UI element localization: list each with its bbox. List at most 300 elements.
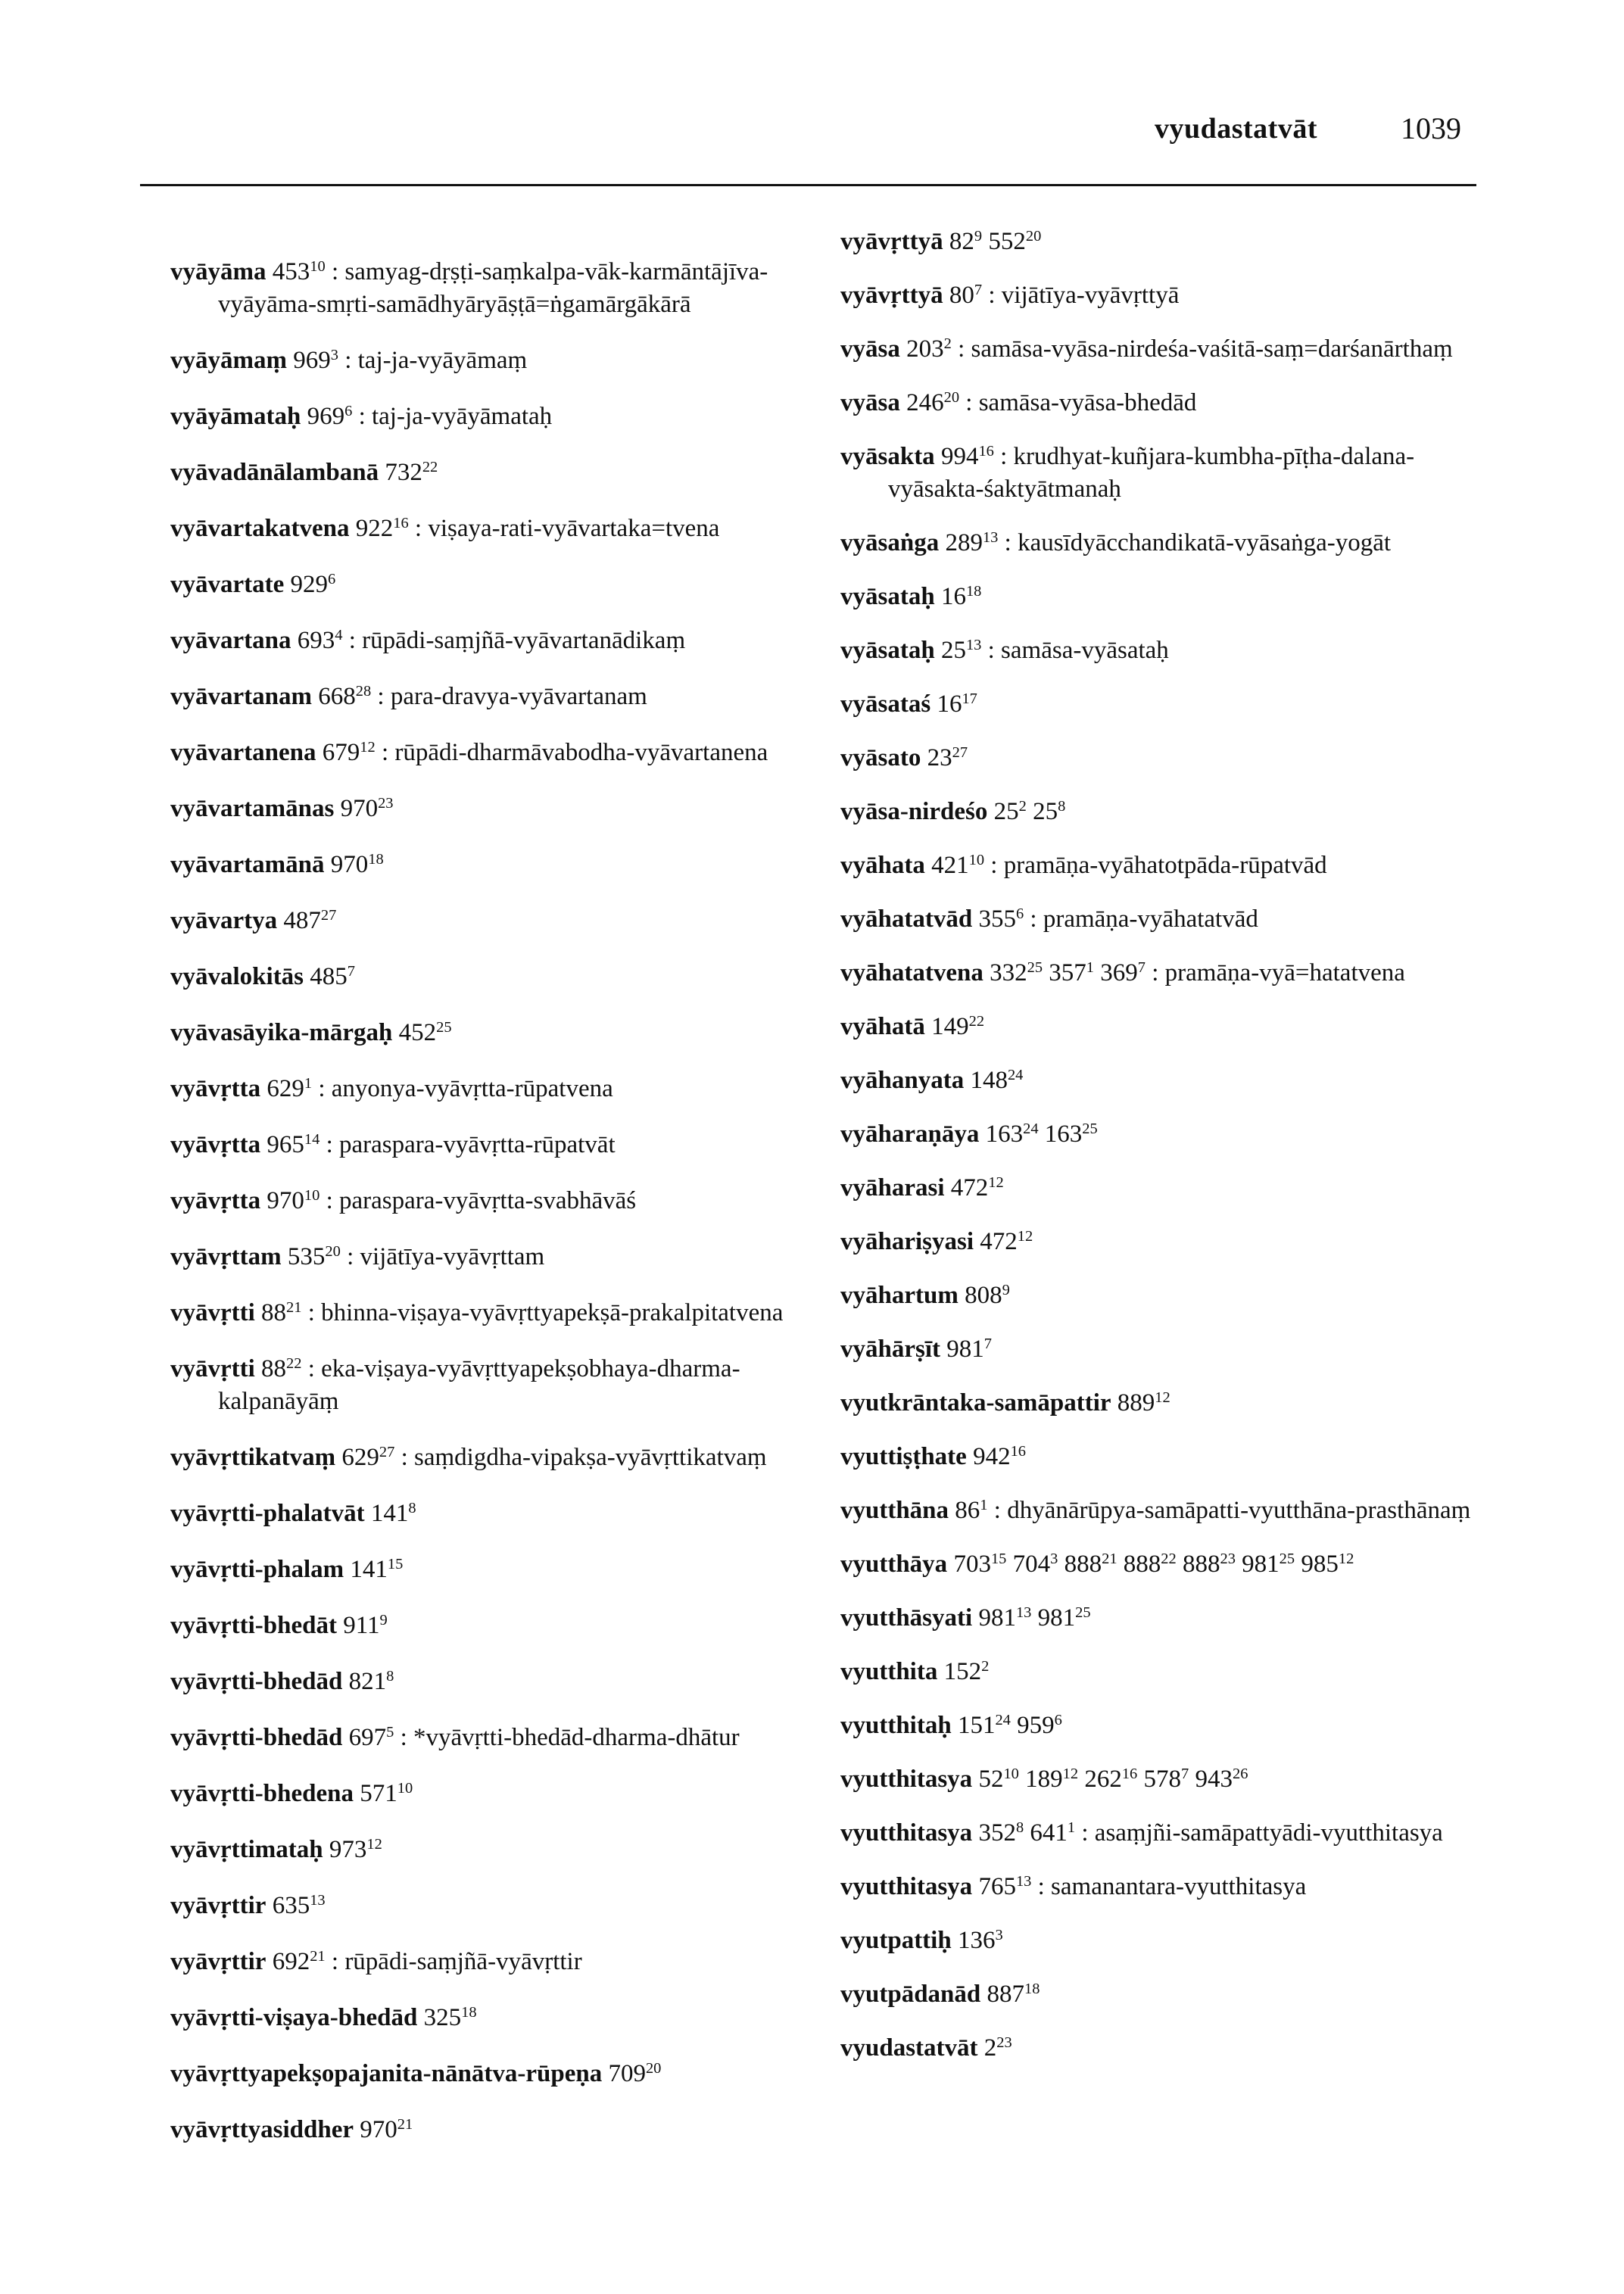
line-number-ref: 25	[1027, 958, 1043, 976]
page-reference	[955, 1497, 987, 1524]
entry-gloss: samanantara-vyutthitasya	[1051, 1873, 1307, 1900]
entry-headword: vyāvṛttyā	[840, 228, 943, 255]
page-number-ref: 148	[970, 1067, 1008, 1094]
line-number-ref: 7	[974, 281, 983, 298]
line-number-ref: 22	[968, 1012, 985, 1030]
page-reference	[307, 403, 353, 430]
page-reference	[350, 1556, 403, 1583]
index-entry	[840, 1064, 1492, 1097]
page-reference	[399, 1019, 452, 1046]
page-reference	[1301, 1551, 1354, 1578]
page-number-ref: 88	[261, 1355, 287, 1382]
index-entry	[840, 742, 1492, 775]
page-number-ref: 732	[385, 459, 422, 486]
gloss-separator: :	[998, 529, 1018, 556]
page-reference	[944, 1658, 990, 1685]
page-reference	[288, 1243, 341, 1270]
index-column-right	[840, 226, 1492, 2086]
entry-gloss: taj-ja-vyāyāmataḥ	[371, 403, 553, 430]
index-entry	[170, 1241, 821, 1273]
page-reference	[931, 1013, 984, 1040]
entry-headword: vyutthāsyati	[840, 1604, 973, 1632]
line-number-ref: 13	[1015, 1604, 1032, 1621]
page-reference	[310, 963, 355, 990]
index-entry	[170, 1610, 821, 1642]
entry-gloss: para-dravya-vyāvartanam	[390, 683, 647, 710]
index-entry	[840, 1279, 1492, 1312]
page-number-ref: 152	[943, 1658, 982, 1685]
entry-headword: vyāsataḥ	[840, 637, 935, 664]
line-number-ref: 25	[1075, 1604, 1091, 1621]
page-number-ref: 421	[931, 852, 969, 879]
entry-headword: vyāvṛttir	[170, 1948, 267, 1975]
page-reference	[953, 1551, 1006, 1578]
page-reference	[937, 690, 977, 718]
gloss-separator: :	[320, 1187, 339, 1214]
page-reference	[978, 1819, 1024, 1847]
index-entry	[840, 1226, 1492, 1258]
page-reference	[973, 1443, 1026, 1470]
page-number-ref: 52	[978, 1766, 1004, 1793]
line-number-ref: 13	[982, 528, 999, 546]
line-number-ref: 12	[1062, 1765, 1079, 1782]
entry-gloss: paraspara-vyāvṛtta-svabhāvāś	[339, 1187, 637, 1214]
line-number-ref: 18	[461, 2003, 477, 2021]
entry-headword: vyutpādanād	[840, 1981, 981, 2008]
index-entry	[840, 957, 1492, 990]
entry-gloss: rūpādi-dharmāvabodha-vyāvartanena	[394, 739, 768, 766]
page-reference	[949, 282, 982, 309]
running-head: vyudastatvāt	[1154, 113, 1317, 145]
line-number-ref: 10	[397, 1779, 413, 1797]
index-entry	[170, 1442, 821, 1474]
page-number-ref: 141	[350, 1556, 388, 1583]
entry-gloss: pramāṇa-vyāhatotpāda-rūpatvād	[1003, 852, 1327, 879]
page-reference	[341, 795, 394, 822]
page-number-ref: 981	[946, 1336, 984, 1363]
line-number-ref: 27	[320, 906, 337, 924]
line-number-ref: 5	[386, 1723, 394, 1741]
index-entry	[170, 1185, 821, 1217]
page-reference	[329, 1836, 382, 1863]
page-number-ref: 355	[978, 905, 1016, 933]
page-number-ref: 629	[267, 1075, 304, 1102]
page-reference	[1025, 1766, 1078, 1793]
index-entry	[840, 1925, 1492, 1957]
entry-headword: vyāvṛttyā	[840, 282, 943, 309]
page-reference	[267, 1131, 320, 1158]
page-number-ref: 929	[290, 571, 329, 598]
line-number-ref: 15	[387, 1555, 404, 1572]
entry-headword: vyāvṛtti	[170, 1299, 255, 1326]
entry-gloss: saṃdigdha-vipakṣa-vyāvṛttikatvaṃ	[414, 1444, 767, 1471]
entry-gloss: rūpādi-saṃjñā-vyāvartanādikaṃ	[362, 627, 686, 654]
index-entry	[840, 849, 1492, 882]
entry-headword: vyāsaṅga	[840, 529, 940, 556]
entry-gloss: eka-viṣaya-vyāvṛttyapekṣobhaya-dharma-kalpanāyāṃ	[218, 1355, 740, 1415]
page-number-ref: 472	[980, 1228, 1018, 1255]
page-reference	[1183, 1551, 1236, 1578]
line-number-ref: 26	[1232, 1765, 1248, 1782]
page-reference	[958, 1712, 1011, 1739]
page-number-ref: 23	[927, 744, 952, 771]
page-number-ref: 25	[993, 798, 1019, 825]
line-number-ref: 20	[645, 2059, 662, 2077]
index-entry	[170, 737, 821, 769]
line-number-ref: 1	[304, 1074, 313, 1092]
index-entry	[170, 344, 821, 377]
index-entry	[170, 1890, 821, 1922]
line-number-ref: 24	[995, 1711, 1011, 1728]
line-number-ref: 12	[1017, 1227, 1033, 1245]
page-number-ref: 141	[370, 1500, 409, 1527]
entry-headword: vyāvṛttyasiddher	[170, 2116, 354, 2143]
page-reference	[1117, 1389, 1170, 1417]
page-reference	[360, 2116, 413, 2143]
entry-headword: vyāvartate	[170, 571, 285, 598]
entry-headword: vyutpattiḥ	[840, 1927, 952, 1954]
line-number-ref: 24	[1023, 1120, 1039, 1137]
gloss-separator: :	[338, 347, 358, 374]
entry-headword: vyāsataś	[840, 690, 931, 718]
page-number-ref: 203	[906, 335, 944, 363]
page-number-ref: 981	[978, 1604, 1016, 1632]
line-number-ref: 12	[360, 738, 376, 756]
index-entry	[840, 279, 1492, 312]
entry-headword: vyāhatatvena	[840, 959, 983, 986]
entry-headword: vyāhata	[840, 852, 925, 879]
gloss-separator: :	[1031, 1873, 1052, 1900]
line-number-ref: 20	[1025, 227, 1042, 245]
line-number-ref: 12	[1155, 1389, 1170, 1406]
page-number-ref: 578	[1143, 1766, 1181, 1793]
page-number-ref: 970	[340, 795, 379, 822]
entry-headword: vyutthitasya	[840, 1819, 973, 1847]
entry-gloss: vijātīya-vyāvṛttyā	[1001, 282, 1180, 309]
index-entry	[840, 1333, 1492, 1366]
entry-headword: vyāyāmataḥ	[170, 403, 301, 430]
page-number-ref: 922	[355, 515, 394, 542]
gloss-separator: :	[984, 852, 1004, 879]
gloss-separator: :	[981, 637, 1002, 664]
page-number-ref: 981	[1242, 1551, 1280, 1578]
page-reference	[978, 1604, 1031, 1632]
line-number-ref: 4	[335, 626, 343, 644]
page-reference	[931, 852, 984, 879]
entry-gloss: dhyānārūpya-samāpatti-vyutthāna-prasthānaṃ	[1007, 1497, 1471, 1524]
entry-headword: vyāsa	[840, 389, 900, 416]
index-entry	[840, 1548, 1492, 1581]
index-entry	[840, 1602, 1492, 1635]
line-number-ref: 16	[1010, 1442, 1027, 1460]
index-entry	[170, 401, 821, 433]
index-entry	[170, 457, 821, 489]
page-reference	[1064, 1551, 1117, 1578]
entry-gloss: asaṃjñi-samāpattyādi-vyutthitasya	[1094, 1819, 1443, 1847]
gloss-separator: :	[352, 403, 372, 430]
page-number-ref: 970	[330, 851, 369, 878]
index-entry	[170, 1017, 821, 1049]
line-number-ref: 22	[286, 1354, 302, 1372]
page-reference	[941, 637, 981, 664]
entry-headword: vyāhatatvād	[840, 905, 973, 933]
entry-headword: vyuttiṣṭhate	[840, 1443, 967, 1470]
entry-gloss: paraspara-vyāvṛtta-rūpatvāt	[339, 1131, 616, 1158]
page-reference	[927, 744, 968, 771]
gloss-separator: :	[325, 1948, 345, 1975]
page-number-ref: 959	[1017, 1712, 1055, 1739]
line-number-ref: 18	[1024, 1980, 1040, 1997]
gloss-separator: :	[312, 1075, 332, 1102]
page-number-ref: 887	[987, 1981, 1025, 2008]
page-number-ref: 352	[978, 1819, 1016, 1847]
page-number-ref: 289	[945, 529, 983, 556]
index-entry	[170, 1297, 821, 1329]
page-reference	[1242, 1551, 1295, 1578]
entry-headword: vyāvṛtti	[170, 1355, 255, 1382]
gloss-separator: :	[1075, 1819, 1095, 1847]
page-number-ref: 985	[1301, 1551, 1339, 1578]
line-number-ref: 10	[1003, 1765, 1019, 1782]
line-number-ref: 8	[1058, 797, 1066, 815]
page-reference	[906, 335, 952, 363]
line-number-ref: 3	[330, 346, 338, 363]
entry-headword: vyutthitasya	[840, 1873, 973, 1900]
entry-headword: vyāsakta	[840, 443, 935, 470]
page-number-ref: 703	[953, 1551, 991, 1578]
line-number-ref: 8	[1015, 1819, 1024, 1836]
line-number-ref: 16	[1121, 1765, 1138, 1782]
line-number-ref: 25	[436, 1018, 452, 1036]
page-reference	[1013, 1551, 1058, 1578]
index-entry	[840, 1118, 1492, 1151]
page-number-ref: 25	[940, 637, 966, 664]
page-reference	[1144, 1766, 1189, 1793]
entry-headword: vyāvartanena	[170, 739, 316, 766]
entry-headword: vyāhatā	[840, 1013, 925, 1040]
gloss-separator: :	[951, 335, 971, 363]
line-number-ref: 6	[328, 570, 336, 588]
entry-headword: vyāvṛttam	[170, 1243, 282, 1270]
page-number-ref: 969	[293, 347, 331, 374]
page-number-ref: 357	[1049, 959, 1086, 986]
entry-headword: vyāsato	[840, 744, 921, 771]
index-column-left	[170, 256, 821, 2170]
entry-headword: vyāyāma	[170, 258, 267, 285]
line-number-ref: 12	[366, 1835, 382, 1853]
index-entry	[840, 1441, 1492, 1473]
entry-headword: vyāvṛtti-bhedāt	[170, 1612, 337, 1639]
entry-headword: vyāhariṣyasi	[840, 1228, 974, 1255]
index-entry	[170, 793, 821, 825]
gloss-separator: :	[959, 389, 979, 416]
gloss-separator: :	[987, 1497, 1008, 1524]
index-entry	[840, 1656, 1492, 1688]
page-reference	[349, 1724, 394, 1751]
index-entry	[840, 1871, 1492, 1903]
index-entry	[170, 1834, 821, 1866]
page-header	[0, 98, 1476, 151]
line-number-ref: 25	[1082, 1120, 1098, 1137]
entry-headword: vyāvasāyika-mārgaḥ	[170, 1019, 393, 1046]
line-number-ref: 6	[344, 402, 353, 419]
page-reference	[945, 529, 998, 556]
line-number-ref: 1	[1086, 958, 1094, 976]
entry-headword: vyāvalokitās	[170, 963, 304, 990]
entry-headword: vyāvartakatvena	[170, 515, 350, 542]
page-number-ref: 635	[272, 1892, 310, 1919]
page-reference	[980, 1228, 1033, 1255]
page-reference	[283, 907, 336, 934]
index-entry	[170, 905, 821, 937]
page-number-ref: 965	[267, 1131, 304, 1158]
page-reference	[988, 228, 1041, 255]
entry-headword: vyāharaṇāya	[840, 1121, 980, 1148]
index-entry	[170, 1778, 821, 1810]
index-entry	[840, 1763, 1492, 1796]
line-number-ref: 13	[1015, 1872, 1032, 1890]
gloss-separator: :	[301, 1299, 322, 1326]
gloss-separator: :	[301, 1355, 322, 1382]
index-entry	[170, 2058, 821, 2090]
line-number-ref: 16	[978, 442, 994, 460]
index-entry	[840, 1817, 1492, 1850]
entry-gloss: viṣaya-rati-vyāvartaka=tvena	[428, 515, 720, 542]
index-entry	[840, 2032, 1492, 2065]
page-number-ref: 25	[1033, 798, 1058, 825]
page-reference	[356, 515, 409, 542]
page-reference	[318, 683, 371, 710]
line-number-ref: 7	[983, 1335, 992, 1352]
page-reference	[984, 2034, 1012, 2062]
entry-headword: vyāvṛttimataḥ	[170, 1836, 323, 1863]
page-number-ref: 942	[973, 1443, 1011, 1470]
page-number-ref: 16	[940, 583, 966, 610]
gloss-separator: :	[375, 739, 395, 766]
line-number-ref: 22	[1161, 1550, 1177, 1567]
index-entry	[170, 1722, 821, 1754]
gloss-separator: :	[340, 1243, 360, 1270]
entry-gloss: kausīdyācchandikatā-vyāsaṅga-yogāt	[1018, 529, 1392, 556]
line-number-ref: 23	[378, 794, 394, 812]
index-entry	[170, 961, 821, 993]
page-number-ref: 86	[955, 1497, 980, 1524]
index-entry	[170, 1498, 821, 1530]
entry-gloss: pramāṇa-vyāhatatvād	[1043, 905, 1258, 933]
page-reference	[1084, 1766, 1137, 1793]
index-entry	[840, 1710, 1492, 1742]
page-reference	[986, 1121, 1039, 1148]
index-entry	[170, 256, 821, 321]
page-reference	[1124, 1551, 1177, 1578]
page-reference	[946, 1336, 992, 1363]
line-number-ref: 13	[310, 1891, 326, 1909]
page-reference	[941, 583, 981, 610]
page-reference	[990, 959, 1043, 986]
index-entry	[170, 1129, 821, 1161]
page-reference	[385, 459, 438, 486]
page-number-ref: 246	[906, 389, 944, 416]
page-number-ref: 697	[348, 1724, 387, 1751]
line-number-ref: 25	[1279, 1550, 1295, 1567]
page-reference	[994, 798, 1027, 825]
page-number-ref: 535	[287, 1243, 326, 1270]
page-reference	[1038, 1604, 1091, 1632]
index-entry	[840, 333, 1492, 366]
line-number-ref: 24	[1007, 1066, 1024, 1083]
gloss-separator: :	[394, 1724, 413, 1751]
gloss-separator: :	[993, 443, 1014, 470]
page-reference	[273, 1892, 326, 1919]
gloss-separator: :	[320, 1131, 339, 1158]
entry-headword: vyutthita	[840, 1658, 938, 1685]
line-number-ref: 9	[1002, 1281, 1010, 1298]
page-number: 1039	[1401, 111, 1461, 145]
page-reference	[978, 905, 1024, 933]
index-entry	[840, 688, 1492, 721]
index-entry	[170, 1666, 821, 1698]
entry-gloss: samyag-dṛṣṭi-saṃkalpa-vāk-karmāntājīva-vyāyāma-smṛti-samādhyāryāṣṭā=ṅgamārgākārā	[218, 258, 768, 318]
entry-headword: vyutthitaḥ	[840, 1712, 952, 1739]
entry-headword: vyāvṛtti-bhedād	[170, 1668, 343, 1695]
line-number-ref: 7	[1181, 1765, 1189, 1782]
page-number-ref: 981	[1037, 1604, 1076, 1632]
entry-headword: vyāyāmaṃ	[170, 347, 287, 374]
entry-headword: vyāvṛtti-phalam	[170, 1556, 344, 1583]
entry-gloss: rūpādi-saṃjñā-vyāvṛttir	[344, 1948, 582, 1975]
entry-gloss: pramāṇa-vyā=hatatvena	[1164, 959, 1405, 986]
page-reference	[331, 851, 384, 878]
line-number-ref: 10	[968, 851, 985, 868]
line-number-ref: 21	[1102, 1550, 1117, 1567]
page-number-ref: 969	[307, 403, 345, 430]
index-entry	[170, 1554, 821, 1586]
index-entry	[170, 569, 821, 601]
page-number-ref: 888	[1123, 1551, 1161, 1578]
page-reference	[1033, 798, 1065, 825]
line-number-ref: 23	[996, 2034, 1012, 2051]
page-number-ref: 453	[272, 258, 310, 285]
page-reference	[987, 1981, 1040, 2008]
index-entry	[840, 1011, 1492, 1043]
line-number-ref: 21	[397, 2115, 413, 2133]
entry-headword: vyāvṛtta	[170, 1075, 261, 1102]
line-number-ref: 6	[1054, 1711, 1062, 1728]
page-number-ref: 808	[965, 1282, 1002, 1309]
index-entry	[170, 1946, 821, 1978]
line-number-ref: 12	[1338, 1550, 1354, 1567]
entry-headword: vyāvṛtti-bhedena	[170, 1780, 354, 1807]
line-number-ref: 17	[962, 690, 977, 707]
index-entry	[840, 1172, 1492, 1205]
index-entry	[840, 441, 1492, 506]
index-entry	[170, 1353, 821, 1418]
page-number-ref: 889	[1117, 1389, 1155, 1417]
page-reference	[261, 1355, 301, 1382]
page-reference	[323, 739, 376, 766]
entry-headword: vyāvartana	[170, 627, 291, 654]
page-number-ref: 325	[423, 2004, 462, 2031]
page-reference	[951, 1174, 1004, 1202]
line-number-ref: 2	[1018, 797, 1027, 815]
page-number-ref: 149	[931, 1013, 969, 1040]
index-entry	[840, 527, 1492, 559]
page-number-ref: 629	[341, 1444, 379, 1471]
page-reference	[349, 1668, 394, 1695]
line-number-ref: 3	[995, 1926, 1003, 1943]
entry-gloss: samāsa-vyāsa-bhedād	[978, 389, 1197, 416]
page-reference	[360, 1780, 413, 1807]
